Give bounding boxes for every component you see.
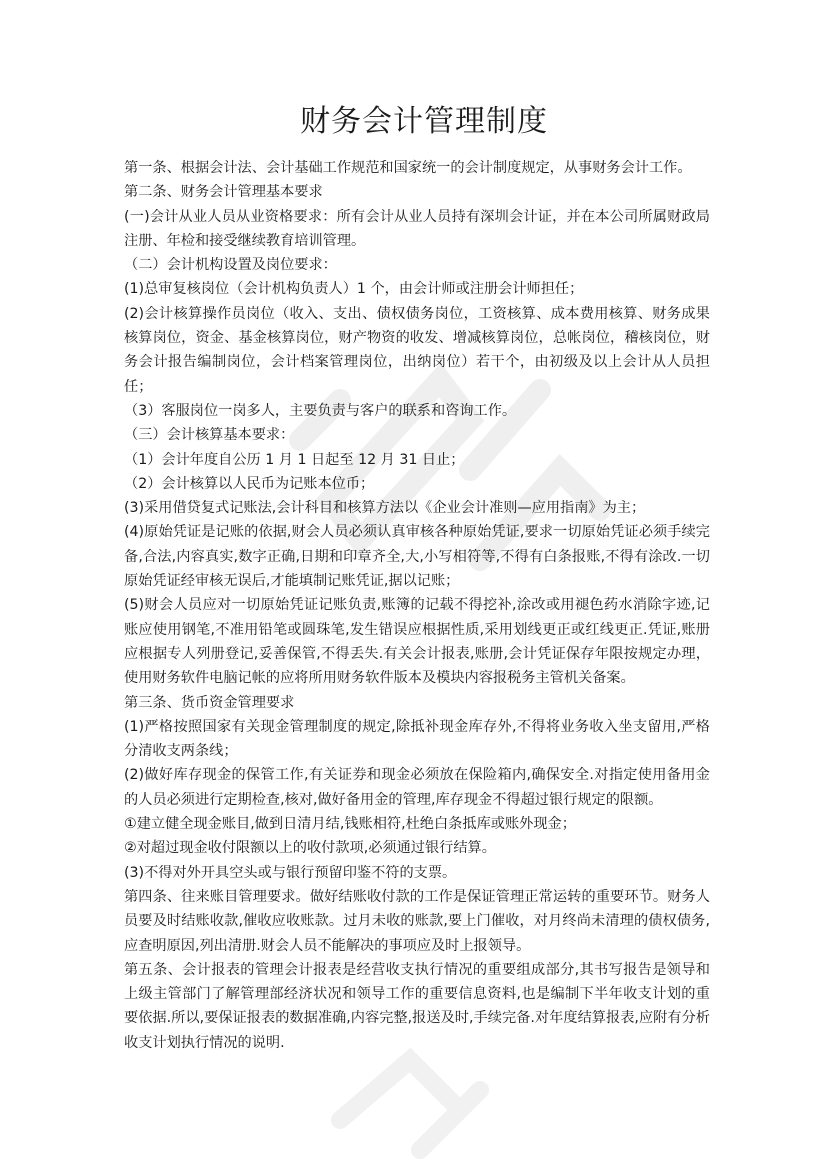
paragraph: (4)原始凭证是记账的依据,财会人员必须认真审核各种原始凭证,要求一切原始凭证必须手续完备,合法,内容真实,数字正确,日期和印章齐全,大,小写相符等,不得有白条报账,不得有涂改.一切原始凭证经审核无误后,才能填制记账凭证,据以记账； (124, 524, 710, 590)
paragraph: （2）会计核算以人民币为记账本位币； (124, 475, 375, 492)
paragraph: （三）会计核算基本要求： (124, 427, 295, 444)
paragraph: (1)总审复核岗位（会计机构负责人）1 个，由会计师或注册会计师担任； (124, 281, 584, 298)
paragraph: (2)做好库存现金的保管工作,有关证券和现金必须放在保险箱内,确保安全.对指定使用备用金的人员必须进行定期检查,核对,做好备用金的管理,库存现金不得超过银行规定的限额。 (124, 767, 710, 808)
paragraph: 第二条、财务会计管理基本要求 (124, 184, 323, 201)
paragraph: （二）会计机构设置及岗位要求： (124, 257, 337, 274)
document-page (124, 98, 710, 1055)
paragraph: （1）会计年度自公历 1 月 1 日起至 12 月 31 日止； (124, 451, 465, 468)
paragraph: (一)会计从业人员从业资格要求：所有会计从业人员持有深圳会计证，并在本公司所属财政局注册、年检和接受继续教育培训管理。 (124, 208, 710, 249)
paragraph: ①建立健全现金账目,做到日清月结,钱账相符,杜绝白条抵库或账外现金； (124, 816, 576, 833)
paragraph: 第三条、货币资金管理要求 (124, 694, 295, 711)
paragraph: (1)严格按照国家有关现金管理制度的规定,除抵补现金库存外,不得将业务收入坐支留用,严格分清收支两条线； (124, 718, 710, 760)
document-title: 财务会计管理制度 (300, 104, 548, 139)
paragraph: (2)会计核算操作员岗位（收入、支出、债权债务岗位，工资核算、成本费用核算、财务成果核算岗位，资金、基金核算岗位，财产物资的收发、增减核算岗位，总帐岗位，稽核岗位，财务会计报告编制岗位，会计档案管理岗位，出纳岗位）若干个，由初级及以上会计从人员担任； (124, 305, 710, 395)
paragraph: (5)财会人员应对一切原始凭证记账负责,账簿的记载不得挖补,涂改或用褪色药水消除字迹,记账应使用钢笔,不准用铅笔或圆珠笔,发生错误应根据性质,采用划线更正或红线更正.凭证,账册应根据专人列册登记,妥善保管,不得丢失.有关会计报表,账册,会计凭证保存年限按规定办理，使用财务软件电脑记帐的应将所用财务软件版本及模块内容报税务主管机关备案。 (124, 597, 710, 687)
document-body (124, 156, 710, 1055)
paragraph: 第一条、根据会计法、会计基础工作规范和国家统一的会计制度规定，从事财务会计工作。 (124, 160, 692, 176)
paragraph: （3）客服岗位一岗多人，主要负责与客户的联系和咨询工作。 (124, 402, 517, 419)
paragraph: 第五条、会计报表的管理会计报表是经营收支执行情况的重要组成部分,其书写报告是领导和上级主管部门了解管理部经济状况和领导工作的重要信息资料,也是编制下半年收支计划的重要依据.所以,要保证报表的数据准确,内容完整,报送及时,手续完备.对年度结算报表,应附有分析收支计划执行情况的说明. (124, 961, 710, 1051)
paragraph: (3)不得对外开具空头或与银行预留印鉴不符的支票。 (124, 864, 457, 881)
paragraph: ②对超过现金收付限额以上的收付款项,必须通过银行结算。 (124, 840, 496, 857)
paragraph: 第四条、往来账目管理要求。做好结账收付款的工作是保证管理正常运转的重要环节。财务人员要及时结账收款,催收应收账款。过月未收的账款,要上门催收，对月终尚未清理的债权债务,应查明原因,列出清册.财会人员不能解决的事项应及时上报领导。 (124, 888, 710, 954)
paragraph: (3)采用借贷复式记账法,会计科目和核算方法以《企业会计准则—应用指南》为主； (124, 500, 646, 517)
